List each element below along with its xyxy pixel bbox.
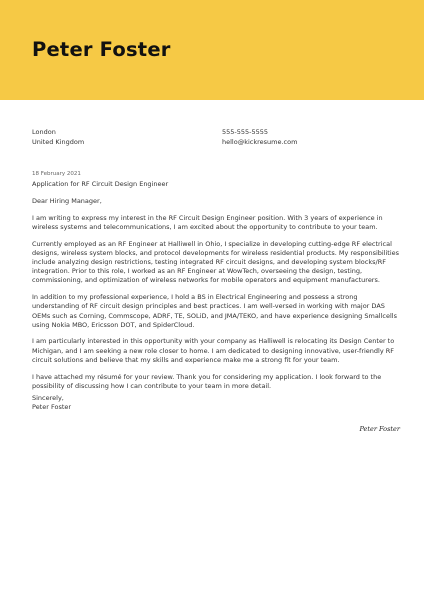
letter-date: 18 February 2021	[32, 171, 81, 177]
address-country: United Kingdom	[32, 137, 85, 146]
closing-block	[32, 394, 71, 412]
closing-name: Peter Foster	[32, 403, 72, 412]
applicant-name: Peter Foster	[32, 38, 171, 61]
paragraph-current-role: Currently employed as an RF Engineer at Halliwell in Ohio, I specialize in developing cutting-edge RF electrical designs, wireless system blocks, and protocol developments for wireless residential products. My responsibilities include analyzing design restrictions, testing integrated RF circuit designs, and developing system blocks/RF integration. Prior to this role, I worked as an RF Engineer at WowTech, overseeing the design, testing, commissioning, and optimization of wireless networks for mobile operators and equipment manufacturers.	[32, 239, 400, 285]
paragraph-motivation: I am particularly interested in this opportunity with your company as Halliwell is relocating its Design Center to Michigan, and I am seeking a new role closer to home. I am dedicated to designing innovative, user-friendly RF circuit solutions and believe that my skills and experience make me a strong fit for your team.	[32, 337, 395, 364]
paragraph-closing: I have attached my résumé for your review. Thank you for considering my application. I look forward to the possibility of discussing how I can contribute to your team in more detail.	[32, 372, 382, 390]
paragraph-education: In addition to my professional experience, I hold a BS in Electrical Engineering and possess a strong understanding of RF circuit design principles and best practices. I am well-versed in working with major DAS OEMs such as Corning, Commscope, ADRF, TE, SOLiD, and JMA/TEKO, and have experience designing Smallcells using Nokia MBO, Ericsson DOT, and SpiderCloud.	[32, 293, 397, 329]
salutation: Dear Hiring Manager,	[32, 197, 102, 205]
closing-phrase: Sincerely,	[32, 394, 64, 402]
address-block	[32, 128, 84, 147]
phone-number: 555-555-5555	[222, 128, 269, 136]
header-band	[0, 0, 424, 100]
address-city: London	[32, 128, 56, 136]
email-address: hello@kickresume.com	[222, 137, 298, 146]
paragraph-intro: I am writing to express my interest in the RF Circuit Design Engineer position. With 3 years of experience in wireless systems and telecommunications, I am excited about the opportunity to contribute to your team.	[32, 213, 383, 231]
signature: Peter Foster	[359, 425, 400, 433]
contact-block	[222, 128, 297, 147]
letter-body	[32, 197, 404, 398]
letter-subject: Application for RF Circuit Design Engineer	[32, 180, 169, 188]
